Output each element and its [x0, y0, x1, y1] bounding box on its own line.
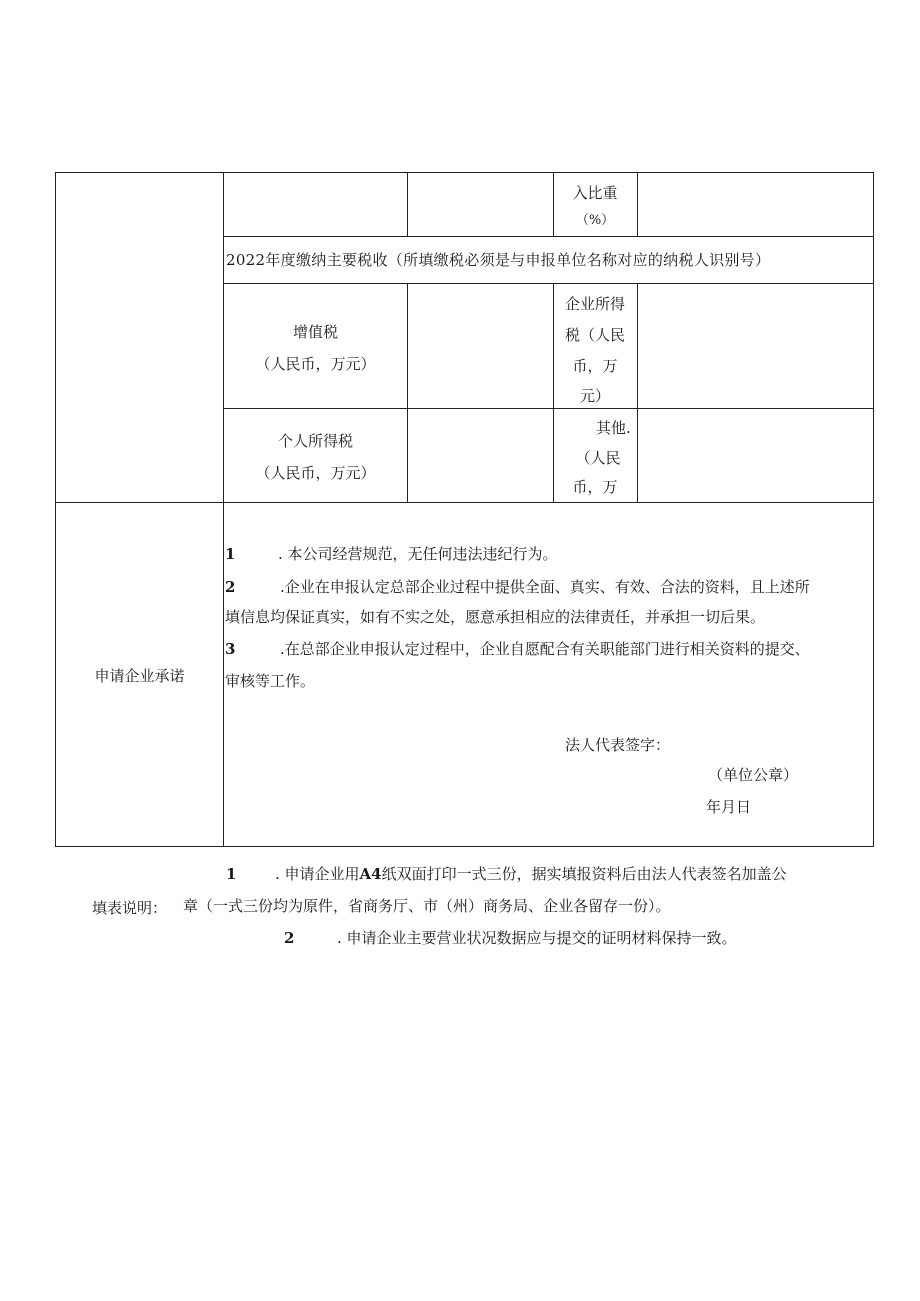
paper-size: A4: [359, 865, 382, 883]
note-item-text-part: . 申请企业用: [275, 865, 360, 883]
commitment-item-text: .企业在申报认定总部企业过程中提供全面、真实、有效、合法的资料，且上述所: [280, 578, 810, 596]
tax-section-title: 2022年度缴纳主要税收（所填缴税必须是与申报单位名称对应的纳税人识别号）: [226, 251, 771, 269]
personal-income-tax-label-line1: 个人所得税: [277, 432, 353, 450]
commitment-item-text-cont: 审核等工作。: [225, 672, 316, 690]
vat-label-line2: （人民币，万元）: [255, 355, 376, 373]
other-tax-label-line1: 其他.: [596, 419, 631, 437]
row-divider: [223, 236, 874, 237]
note-item-text: . 申请企业主要营业状况数据应与提交的证明材料保持一致。: [337, 929, 737, 947]
date-label: 年月日: [706, 798, 752, 816]
commitment-item-text-cont: 填信息均保证真实，如有不实之处，愿意承担相应的法律责任，并承担一切后果。: [225, 608, 766, 626]
note-item-number: 2: [284, 929, 295, 947]
personal-income-tax-label-line2: （人民币，万元）: [255, 464, 376, 482]
table-border-left: [55, 172, 56, 847]
commitment-item-number: 3: [225, 640, 236, 658]
vat-label-line1: 增值税: [292, 323, 338, 341]
commitment-item-text: . 本公司经营规范，无任何违法违纪行为。: [278, 545, 558, 563]
corp-income-tax-label-line3: 币，万: [572, 357, 618, 375]
corp-income-tax-label-line4: 元）: [579, 387, 610, 405]
commitment-item-number: 1: [225, 545, 236, 563]
table-border-right: [873, 172, 874, 847]
corp-income-tax-label-line1: 企业所得: [564, 295, 625, 313]
commitment-label: 申请企业承诺: [94, 667, 185, 685]
commitment-item-number: 2: [225, 578, 236, 596]
column-divider: [407, 172, 408, 237]
corp-income-tax-label-line2: 税（人民: [564, 326, 625, 344]
section-divider: [55, 502, 874, 503]
note-item-number: 1: [226, 865, 237, 883]
commitment-item-text: .在总部企业申报认定过程中，企业自愿配合有关职能部门进行相关资料的提交、: [280, 640, 810, 658]
other-tax-label-line2: （人民: [575, 449, 621, 467]
other-tax-label-line3: 币，万: [572, 478, 618, 496]
personal-income-tax-value-cell[interactable]: [408, 409, 553, 502]
column-divider: [223, 172, 224, 847]
ratio-label-line1: 入比重: [572, 184, 618, 202]
signature-label: 法人代表签字：: [565, 736, 671, 754]
note-item-text: [275, 864, 787, 884]
ratio-value-cell[interactable]: [638, 173, 873, 236]
corp-income-tax-value-cell[interactable]: [638, 284, 873, 408]
notes-label: 填表说明：: [92, 899, 168, 917]
table-border-bottom: [55, 846, 874, 847]
other-tax-value-cell[interactable]: [638, 409, 873, 502]
note-item-text-cont: 章（一式三份均为原件，省商务厅、市（州）商务局、企业各留存一份）。: [183, 897, 671, 915]
vat-value-cell[interactable]: [408, 284, 553, 408]
ratio-label-line2: （%）: [575, 213, 615, 228]
note-item-text-part: 纸双面打印一式三份，据实填报资料后由法人代表签名加盖公: [381, 865, 787, 883]
seal-label: （单位公章）: [708, 766, 799, 784]
